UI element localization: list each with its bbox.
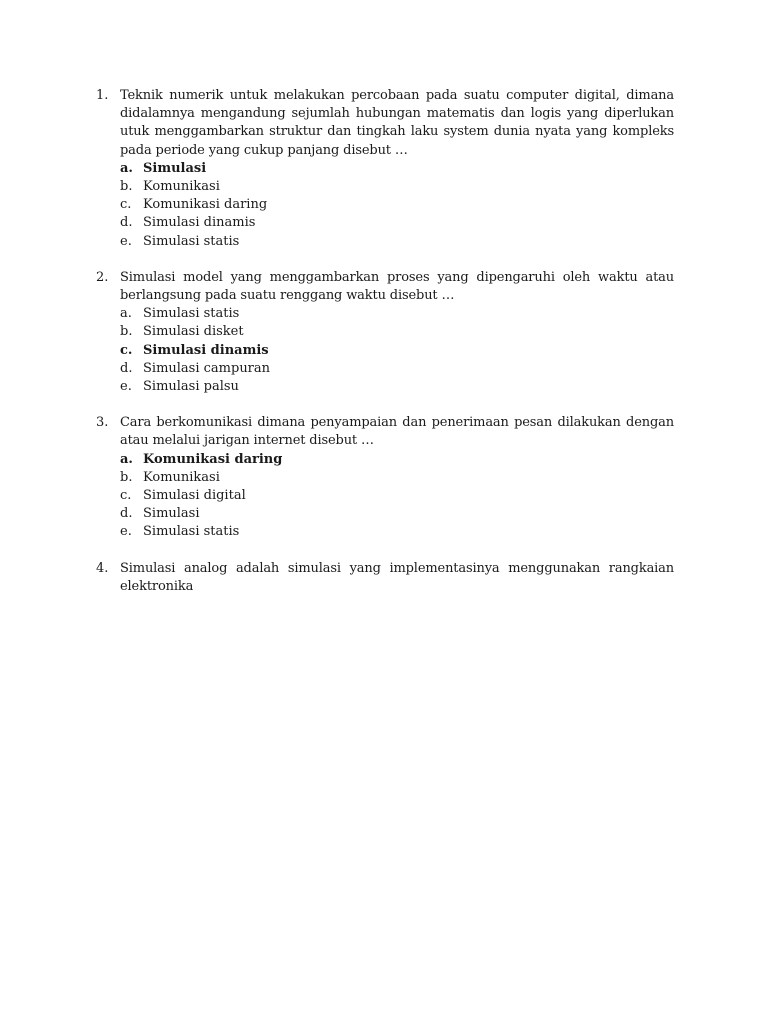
question-number: 1. — [96, 88, 109, 103]
answer-option — [120, 487, 674, 505]
question-number: 4. — [96, 560, 109, 576]
option-label: b. — [120, 179, 133, 195]
question-body — [120, 560, 674, 596]
answer-option — [120, 323, 674, 341]
question-text: Cara berkomunikasi dimana penyampaian dan penerimaan pesan dilakukan dengan atau melalui jarigan internet disebut … — [120, 415, 674, 449]
option-label: d. — [120, 506, 133, 522]
option-text: Simulasi palsu — [143, 379, 239, 395]
option-label: e. — [120, 233, 132, 249]
option-label: e. — [120, 524, 132, 540]
option-text: Komunikasi daring — [143, 451, 283, 467]
answer-options — [120, 305, 674, 396]
option-text: Simulasi statis — [143, 306, 240, 322]
answer-option — [120, 214, 674, 232]
option-text: Simulasi — [143, 506, 200, 522]
option-label: b. — [120, 324, 133, 340]
option-label: a. — [120, 306, 132, 322]
option-text: Simulasi statis — [143, 233, 240, 249]
answer-option — [120, 378, 674, 396]
option-text: Komunikasi — [143, 179, 220, 195]
answer-option — [120, 196, 674, 214]
answer-option — [120, 178, 674, 196]
option-text: Komunikasi daring — [143, 197, 268, 213]
question-text: Simulasi model yang menggambarkan proses yang dipengaruhi oleh waktu atau berlangsung pada suatu renggang waktu disebut … — [120, 269, 674, 304]
answer-options — [120, 160, 674, 251]
answer-option — [120, 360, 674, 378]
option-label: a. — [120, 160, 133, 176]
question-number: 2. — [96, 269, 109, 285]
answer-option-correct — [120, 160, 674, 178]
question-4 — [96, 560, 674, 596]
answer-options — [120, 451, 674, 542]
question-3 — [96, 414, 674, 541]
answer-option — [120, 505, 674, 523]
option-text: Simulasi dinamis — [143, 215, 256, 231]
option-text: Simulasi statis — [143, 524, 240, 540]
answer-option — [120, 233, 674, 251]
question-text: Teknik numerik untuk melakukan percobaan pada suatu computer digital, dimana didalamnya mengandung sejumlah hubungan matematis dan logis yang diperlukan utuk menggambarkan struktur dan tingkah laku system dunia nyata yang kompleks pada periode yang cukup panjang disebut … — [120, 88, 674, 158]
option-text: Simulasi disket — [143, 324, 244, 340]
question-body — [120, 269, 674, 396]
option-text: Komunikasi — [143, 469, 220, 485]
option-text: Simulasi campuran — [143, 360, 271, 376]
option-label: b. — [120, 469, 133, 485]
question-body — [120, 87, 674, 251]
option-label: c. — [120, 342, 133, 358]
answer-option-correct — [120, 342, 674, 360]
question-body — [120, 414, 674, 541]
answer-option — [120, 523, 674, 541]
option-label: a. — [120, 451, 133, 467]
answer-option — [120, 469, 674, 487]
question-1 — [96, 87, 674, 251]
option-label: c. — [120, 488, 132, 504]
answer-option — [120, 305, 674, 323]
question-2 — [96, 269, 674, 396]
option-text: Simulasi dinamis — [143, 342, 269, 358]
option-label: d. — [120, 215, 133, 231]
option-label: e. — [120, 379, 132, 395]
question-text: Simulasi analog adalah simulasi yang implementasinya menggunakan rangkaian elektronika — [120, 560, 674, 594]
answer-option-correct — [120, 451, 674, 469]
question-number: 3. — [96, 415, 109, 431]
option-text: Simulasi — [143, 160, 207, 176]
option-label: c. — [120, 197, 132, 213]
option-text: Simulasi digital — [143, 488, 246, 504]
option-label: d. — [120, 360, 133, 376]
